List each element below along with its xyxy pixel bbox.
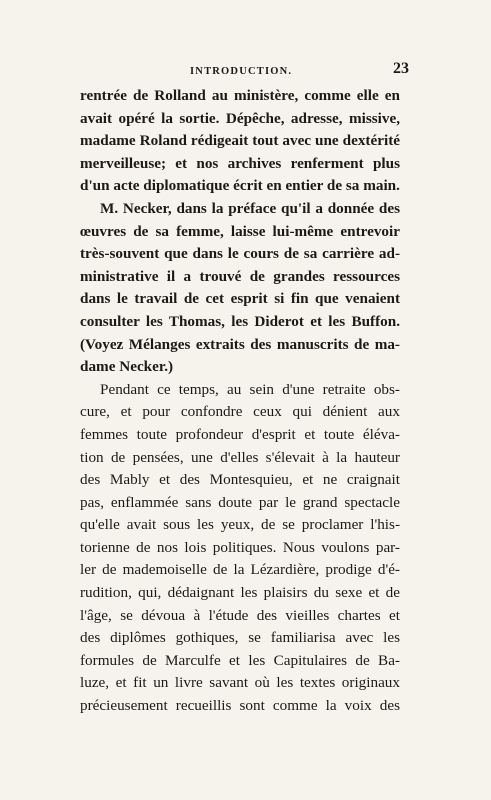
- text-line: œuvres de sa femme, laisse lui-même entrevoir: [80, 222, 400, 240]
- text-line: Pendant ce temps, au sein d'une retraite obs-: [100, 380, 400, 398]
- text-line: dans le travail de cet esprit si fin que venaient: [80, 290, 400, 308]
- text-line: M. Necker, dans la préface qu'il a donnée des: [100, 199, 400, 217]
- text-line: l'âge, se dévoua à l'étude des vieilles chartes et: [80, 606, 400, 624]
- text-line: cure, et pour confondre ceux qui dénient aux: [80, 403, 400, 421]
- text-line: merveilleuse; et nos archives renferment plus: [80, 154, 400, 172]
- running-head: INTRODUCTION.: [190, 66, 293, 77]
- text-line: rudition, qui, dédaignant les plaisirs du sexe et de: [80, 584, 400, 602]
- text-line: ler de mademoiselle de la Lézardière, prodige d'é-: [80, 561, 400, 579]
- text-line: tion de pensées, une d'elles s'élevait à la hauteur: [80, 448, 400, 466]
- page-number: 23: [393, 60, 409, 77]
- text-line: formules de Marculfe et les Capitulaires de Ba-: [80, 651, 400, 669]
- text-line: dame Necker.): [80, 358, 174, 376]
- text-line: torienne de nos lois politiques. Nous voulons par-: [80, 538, 400, 556]
- text-line: consulter les Thomas, les Diderot et les Buffon.: [80, 312, 400, 330]
- text-line: luze, et fit un livre savant où les textes originaux: [80, 674, 400, 692]
- paragraph: [80, 198, 400, 379]
- text-line: précieusement recueillis sont comme la voix des: [80, 697, 400, 715]
- text-line: madame Roland rédigeait tout avec une dextérité: [80, 132, 400, 150]
- text-line: pas, enflammée sans doute par le grand spectacle: [80, 493, 400, 511]
- text-line: qu'elle avait sous les yeux, de se proclamer l'his-: [80, 516, 400, 534]
- text-line: ministrative il a trouvé de grandes ressources: [80, 267, 400, 285]
- body-text: [80, 85, 400, 718]
- text-line: (Voyez Mélanges extraits des manuscrits de ma-: [80, 335, 400, 353]
- text-line: d'un acte diplomatique écrit en entier de sa main.: [80, 177, 400, 195]
- text-line: femmes toute profondeur d'esprit et toute éléva-: [80, 425, 400, 443]
- paragraph: [80, 85, 400, 198]
- page-header: [0, 60, 491, 82]
- text-line: avait opéré la sortie. Dépêche, adresse, missive,: [80, 109, 400, 127]
- text-line: rentrée de Rolland au ministère, comme elle en: [80, 87, 400, 104]
- paragraph: [80, 379, 400, 718]
- text-line: des Mably et des Montesquieu, et ne craignait: [80, 471, 400, 489]
- text-line: des diplômes gothiques, se familiarisa avec les: [80, 629, 400, 647]
- text-line: très-souvent que dans le cours de sa carrière ad-: [80, 245, 400, 263]
